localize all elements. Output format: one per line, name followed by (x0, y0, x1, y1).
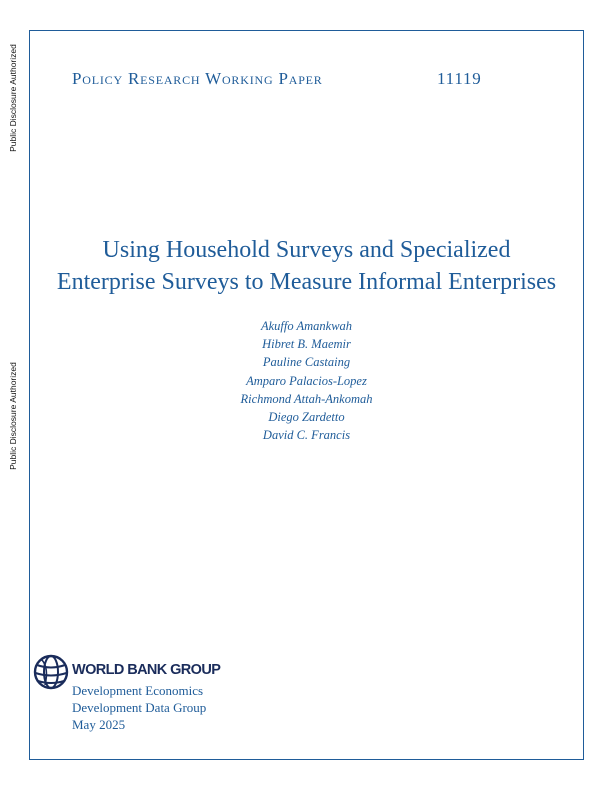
author-list (29, 317, 584, 444)
publisher-unit: Development Data Group (72, 700, 207, 715)
disclosure-note-middle: Public Disclosure Authorized (8, 362, 18, 470)
author-name: Richmond Attah-Ankomah (240, 391, 373, 406)
paper-title (29, 234, 584, 298)
globe-icon (33, 654, 69, 690)
publisher-unit: Development Economics (72, 683, 204, 698)
author-name: Amparo Palacios-Lopez (246, 373, 367, 388)
author-name: Akuffo Amankwah (260, 319, 353, 333)
series-name: Policy Research Working Paper (72, 69, 323, 88)
paper-number: 11119 (437, 69, 482, 88)
author-name: Pauline Castaing (262, 355, 351, 370)
title-line: Using Household Surveys and Specialized (102, 237, 511, 263)
disclosure-note-top: Public Disclosure Authorized (8, 44, 18, 152)
author-name: Hibret B. Maemir (262, 337, 351, 352)
publication-date: May 2025 (72, 717, 126, 732)
title-line: Enterprise Surveys to Measure Informal Enterprises (56, 269, 557, 295)
author-name: Diego Zardetto (268, 410, 345, 425)
publisher-name: WORLD BANK GROUP (72, 662, 221, 678)
author-name: David C. Francis (262, 428, 351, 443)
